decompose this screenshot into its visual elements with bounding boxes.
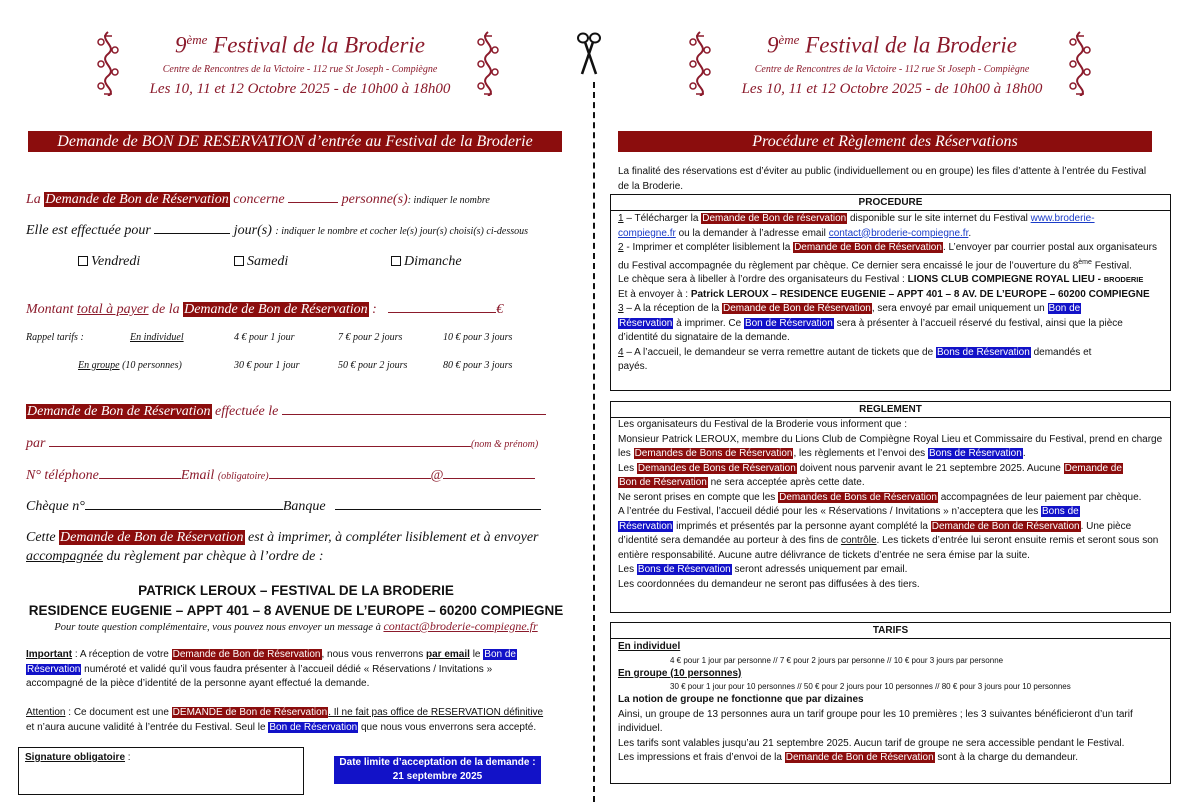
line-jours: Elle est effectuée pour jour(s) : indiquer le nombre et cocher le(s) jour(s) choisi(s) ci-dessous <box>26 223 529 238</box>
checkbox-icon[interactable] <box>234 256 244 266</box>
tarif-indiv-label: En individuel <box>130 332 184 343</box>
tarif-indiv-2: 7 € pour 2 jours <box>338 332 403 343</box>
procedure-title: PROCEDURE <box>611 195 1170 211</box>
tarif-group-3: 80 € pour 3 jours <box>443 360 513 371</box>
tarifs-title: TARIFS <box>611 623 1170 639</box>
mailing-address: PATRICK LEROUX – FESTIVAL DE LA BRODERIE RESIDENCE EUGENIE – APPT 401 – 8 AVENUE DE L’EUROPE – 60200 COMPIEGNE <box>28 583 564 618</box>
festival-address: Centre de Rencontres de la Victoire - 112 rue St Joseph - Compiègne <box>162 63 438 75</box>
intro-text: La finalité des réservations est d’éviter au public (individuellement ou en groupe) les files d’attente à l’entrée du Festival de la Broderie. <box>618 166 1147 192</box>
festival-header-left <box>130 32 470 98</box>
festival-title: 9ème Festival de la Broderie <box>766 32 1018 58</box>
deadline-badge: Date limite d’acceptation de la demande : 21 septembre 2025 <box>334 756 541 784</box>
line-personnes: La Demande de Bon de Réservation concerne personne(s): indiquer le nombre <box>26 192 490 207</box>
festival-header-right <box>722 32 1062 98</box>
tarifs-body: En individuel 4 € pour 1 jour par personne // 7 € pour 2 jours par personne // 10 € pour 3 jours par personne En groupe (10 personnes) 30 € pour 1 jour pour 10 personnes // 50 € pour 2 jours pour 10 personnes // 80 € pour 3 jours pour 10 personnes La notion de groupe ne fonctionne que par dizaines Ainsi, un groupe de 13 personnes aura un tarif groupe pour les 10 premières ; les 3 suivantes bénéficieront d’un tarif individuel. Les tarifs sont valables jusqu’au 21 septembre 2025. Aucun tarif de groupe ne sera accessible pendant le Festival. Les impressions et frais d’envoi de la Demande de Bon de Réservation sont à la charge du demandeur. <box>618 641 1133 763</box>
procedure-body: 1 – Télécharger la Demande de Bon de réservation disponible sur le site internet du Festival www.broderie- compiegne.fr ou la demander à l’adresse email contact@broderie-compiegne.fr. 2 - Imprimer et compléter lisiblement la Demande de Bon de Réservation. L’envoyer par courrier postal aux organisateurs du Festival accompagnée du règlement par chèque. Ce dernier sera encaissé le jour de l’ouverture du 8ème Festival. Le chèque sera à libeller à l’ordre des organisateurs du Festival : LIONS CLUB COMPIEGNE ROYAL LIEU - BRODERIE Et à envoyer à : Patrick LEROUX – RESIDENCE EUGENIE – APPT 401 – 8 AV. DE L’EUROPE – 60200 COMPIEGNE 3 – A la réception de la Demande de Bon de Réservation, sera envoyé par email uniquement un Bon de Réservation à imprimer. Ce Bon de Réservation sera à présenter à l’accueil réservé du festival, ainsi que la pièce d’identité du signataire de la demande. 4 – A l’accueil, le demandeur se verra remettre autant de tickets que de Bons de Réservation demandés et payés. <box>618 213 1157 373</box>
attention-note: Attention : Ce document est une DEMANDE de Bon de Réservation. Il ne fait pas office de RESERVATION définitive et n’aura aucune validité à l’entrée du Festival. Seul le Bon de Réservation que nous vous enverrons sera accepté. <box>26 707 544 733</box>
day-samedi[interactable]: Samedi <box>234 254 288 270</box>
reglement-body: Les organisateurs du Festival de la Broderie vous informent que : Monsieur Patrick LEROUX, membre du Lions Club de Compiègne Royal Lieu et Commissaire du Festival, prend en charge les Demandes de Bons de Réservation, les règlements et l’envoi des Bons de Réservation. Les Demandes de Bons de Réservation doivent nous parvenir avant le 21 septembre 2025. Aucune Demande de Bon de Réservation ne sera acceptée après cette date. Ne seront prises en compte que les Demandes de Bons de Réservation accompagnées de leur paiement par chèque. A l’entrée du Festival, l’accueil dédié pour les « Réservations / Invitations » n’acceptera que les Bons de Réservation imprimés et présentés par la personne ayant complété la Demande de Bon de Réservation. Une pièce d’identité sera demandée au porteur à des fins de contrôle. Les tickets d’entrée lui seront ensuite remis et seront sous son entière responsabilité. Aucune autre délivrance de tickets d’entrée ne sera émise par la suite. Les Bons de Réservation seront adressés uniquement par email. Les coordonnées du demandeur ne seront pas diffusées à des tiers. <box>618 419 1163 590</box>
embroidery-ornament-icon <box>94 30 122 96</box>
embroidery-ornament-icon <box>474 30 502 96</box>
rappel-tarifs-label: Rappel tarifs : <box>26 332 84 343</box>
contact-email-link[interactable]: contact@broderie-compiegne.fr <box>383 619 538 633</box>
line-montant: Montant total à payer de la Demande de Bon de Réservation : € <box>26 302 504 317</box>
cette-paragraph: Cette Demande de Bon de Réservation est à imprimer, à compléter lisiblement et à envoyer accompagnée du règlement par chèque à l’ordre de : <box>26 530 539 564</box>
right-banner: Procédure et Règlement des Réservations <box>618 131 1152 152</box>
festival-title: 9ème Festival de la Broderie <box>174 32 426 58</box>
line-effectuee: Demande de Bon de Réservation effectuée le <box>26 402 546 420</box>
line-par: par (nom & prénom) <box>26 436 539 451</box>
reglement-title: REGLEMENT <box>611 402 1170 418</box>
line-telephone: N° téléphone Email (obligatoire) @ <box>26 466 535 484</box>
checkbox-icon[interactable] <box>78 256 88 266</box>
website-link-cont[interactable]: compiegne.fr <box>618 227 676 239</box>
signature-box[interactable] <box>18 747 304 795</box>
tarif-group-2: 50 € pour 2 jours <box>338 360 408 371</box>
left-banner: Demande de BON DE RESERVATION d’entrée au Festival de la Broderie <box>28 131 562 152</box>
festival-dates: Les 10, 11 et 12 Octobre 2025 - de 10h00 à 18h00 <box>149 80 451 97</box>
festival-dates: Les 10, 11 et 12 Octobre 2025 - de 10h00 à 18h00 <box>741 80 1043 97</box>
tarif-group-label: En groupe (10 personnes) <box>78 360 182 371</box>
important-note: Important : A réception de votre Demande de Bon de Réservation, nous vous renverrons par email le Bon de Réservation numéroté et validé qu’il vous faudra présenter à l’accueil dédié « Réservations / Invitations » accompagné de la pièce d’identité de la personne ayant effectué la demande. <box>26 649 516 689</box>
scissors-icon <box>576 32 602 76</box>
festival-address: Centre de Rencontres de la Victoire - 112 rue St Joseph - Compiègne <box>754 63 1030 75</box>
website-link[interactable]: www.broderie- <box>1030 213 1095 224</box>
contact-email-link[interactable]: contact@broderie-compiegne.fr <box>828 227 969 239</box>
line-cheque: Chèque n° Banque <box>26 497 541 515</box>
day-vendredi[interactable]: Vendredi <box>78 254 140 270</box>
cut-line <box>593 82 595 802</box>
embroidery-ornament-icon <box>686 30 714 96</box>
signature-label: Signature obligatoire : <box>25 752 131 763</box>
tarif-indiv-1: 4 € pour 1 jour <box>234 332 295 343</box>
tarif-indiv-3: 10 € pour 3 jours <box>443 332 513 343</box>
day-dimanche[interactable]: Dimanche <box>391 254 462 270</box>
checkbox-icon[interactable] <box>391 256 401 266</box>
tarif-group-1: 30 € pour 1 jour <box>234 360 300 371</box>
embroidery-ornament-icon <box>1066 30 1094 96</box>
question-line: Pour toute question complémentaire, vous pouvez nous envoyer un message à contact@broderie-compiegne.fr <box>54 619 538 633</box>
